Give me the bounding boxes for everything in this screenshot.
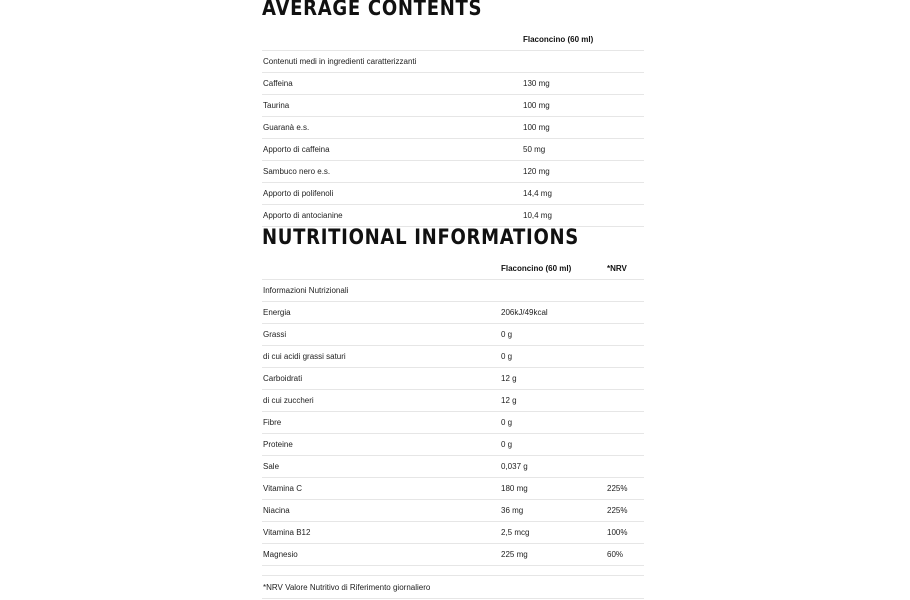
row-label: Proteine: [262, 434, 500, 456]
row-value: 2,5 mcg: [500, 522, 606, 544]
footnote-row: [262, 576, 644, 599]
average-contents-table: [262, 29, 644, 227]
row-nrv: [606, 434, 644, 456]
row-value: 50 mg: [522, 139, 644, 161]
row-value: 0 g: [500, 434, 606, 456]
row-value: 10,4 mg: [522, 205, 644, 227]
table-row: [262, 500, 644, 522]
row-label: Taurina: [262, 95, 522, 117]
row-label: Contenuti medi in ingredienti caratterizzanti: [262, 51, 522, 73]
row-label: Carboidrati: [262, 368, 500, 390]
row-label: Vitamina C: [262, 478, 500, 500]
table-row: [262, 544, 644, 566]
nutritional-info-section: [262, 224, 644, 599]
row-label: Informazioni Nutrizionali: [262, 280, 500, 302]
row-value: [522, 51, 644, 73]
row-label: Apporto di caffeina: [262, 139, 522, 161]
table-row: [262, 161, 644, 183]
column-header: Flaconcino (60 ml): [522, 29, 644, 51]
row-value: 206kJ/49kcal: [500, 302, 606, 324]
table-row: [262, 478, 644, 500]
row-value: 0,037 g: [500, 456, 606, 478]
row-label: Sambuco nero e.s.: [262, 161, 522, 183]
row-label: Niacina: [262, 500, 500, 522]
row-value: 100 mg: [522, 95, 644, 117]
row-value: 100 mg: [522, 117, 644, 139]
average-contents-title: AVERAGE CONTENTS: [262, 0, 483, 20]
row-nrv: [606, 302, 644, 324]
row-nrv: 60%: [606, 544, 644, 566]
row-value: 0 g: [500, 412, 606, 434]
spacer-row: [262, 566, 644, 576]
row-nrv: 225%: [606, 478, 644, 500]
column-header: Flaconcino (60 ml): [500, 258, 606, 280]
row-nrv: [606, 324, 644, 346]
row-nrv: [606, 368, 644, 390]
table-row: [262, 51, 644, 73]
footnote: *NRV Valore Nutritivo di Riferimento giornaliero: [262, 576, 644, 599]
row-value: 120 mg: [522, 161, 644, 183]
table-row: [262, 346, 644, 368]
row-value: 130 mg: [522, 73, 644, 95]
row-label: Grassi: [262, 324, 500, 346]
table-row: [262, 139, 644, 161]
row-label: di cui zuccheri: [262, 390, 500, 412]
table-header-row: [262, 258, 644, 280]
row-label: Magnesio: [262, 544, 500, 566]
header-blank-cell: [262, 258, 500, 280]
table-row: [262, 522, 644, 544]
row-nrv: [606, 390, 644, 412]
row-nrv: 100%: [606, 522, 644, 544]
row-value: 12 g: [500, 368, 606, 390]
table-row: [262, 73, 644, 95]
row-label: Guaranà e.s.: [262, 117, 522, 139]
row-label: Caffeina: [262, 73, 522, 95]
row-value: 12 g: [500, 390, 606, 412]
table-row: [262, 390, 644, 412]
row-label: Apporto di antocianine: [262, 205, 522, 227]
table-row: [262, 412, 644, 434]
table-row: [262, 302, 644, 324]
row-nrv: [606, 280, 644, 302]
row-nrv: 225%: [606, 500, 644, 522]
table-row: [262, 280, 644, 302]
spacer-cell: [262, 566, 644, 576]
row-label: Fibre: [262, 412, 500, 434]
row-label: Energia: [262, 302, 500, 324]
table-row: [262, 117, 644, 139]
row-label: Sale: [262, 456, 500, 478]
row-value: 14,4 mg: [522, 183, 644, 205]
row-value: 180 mg: [500, 478, 606, 500]
row-label: Vitamina B12: [262, 522, 500, 544]
table-row: [262, 456, 644, 478]
row-nrv: [606, 412, 644, 434]
average-contents-section: [262, 0, 644, 227]
row-label: Apporto di polifenoli: [262, 183, 522, 205]
row-value: [500, 280, 606, 302]
nutritional-info-table: [262, 258, 644, 599]
table-row: [262, 434, 644, 456]
table-header-row: [262, 29, 644, 51]
header-blank-cell: [262, 29, 522, 51]
table-row: [262, 183, 644, 205]
row-nrv: [606, 346, 644, 368]
table-row: [262, 95, 644, 117]
row-value: 225 mg: [500, 544, 606, 566]
table-row: [262, 368, 644, 390]
table-row: [262, 324, 644, 346]
row-label: di cui acidi grassi saturi: [262, 346, 500, 368]
nrv-header: *NRV: [606, 258, 644, 280]
nutritional-info-title: NUTRITIONAL INFORMATIONS: [262, 225, 580, 249]
row-nrv: [606, 456, 644, 478]
row-value: 0 g: [500, 324, 606, 346]
row-value: 36 mg: [500, 500, 606, 522]
row-value: 0 g: [500, 346, 606, 368]
